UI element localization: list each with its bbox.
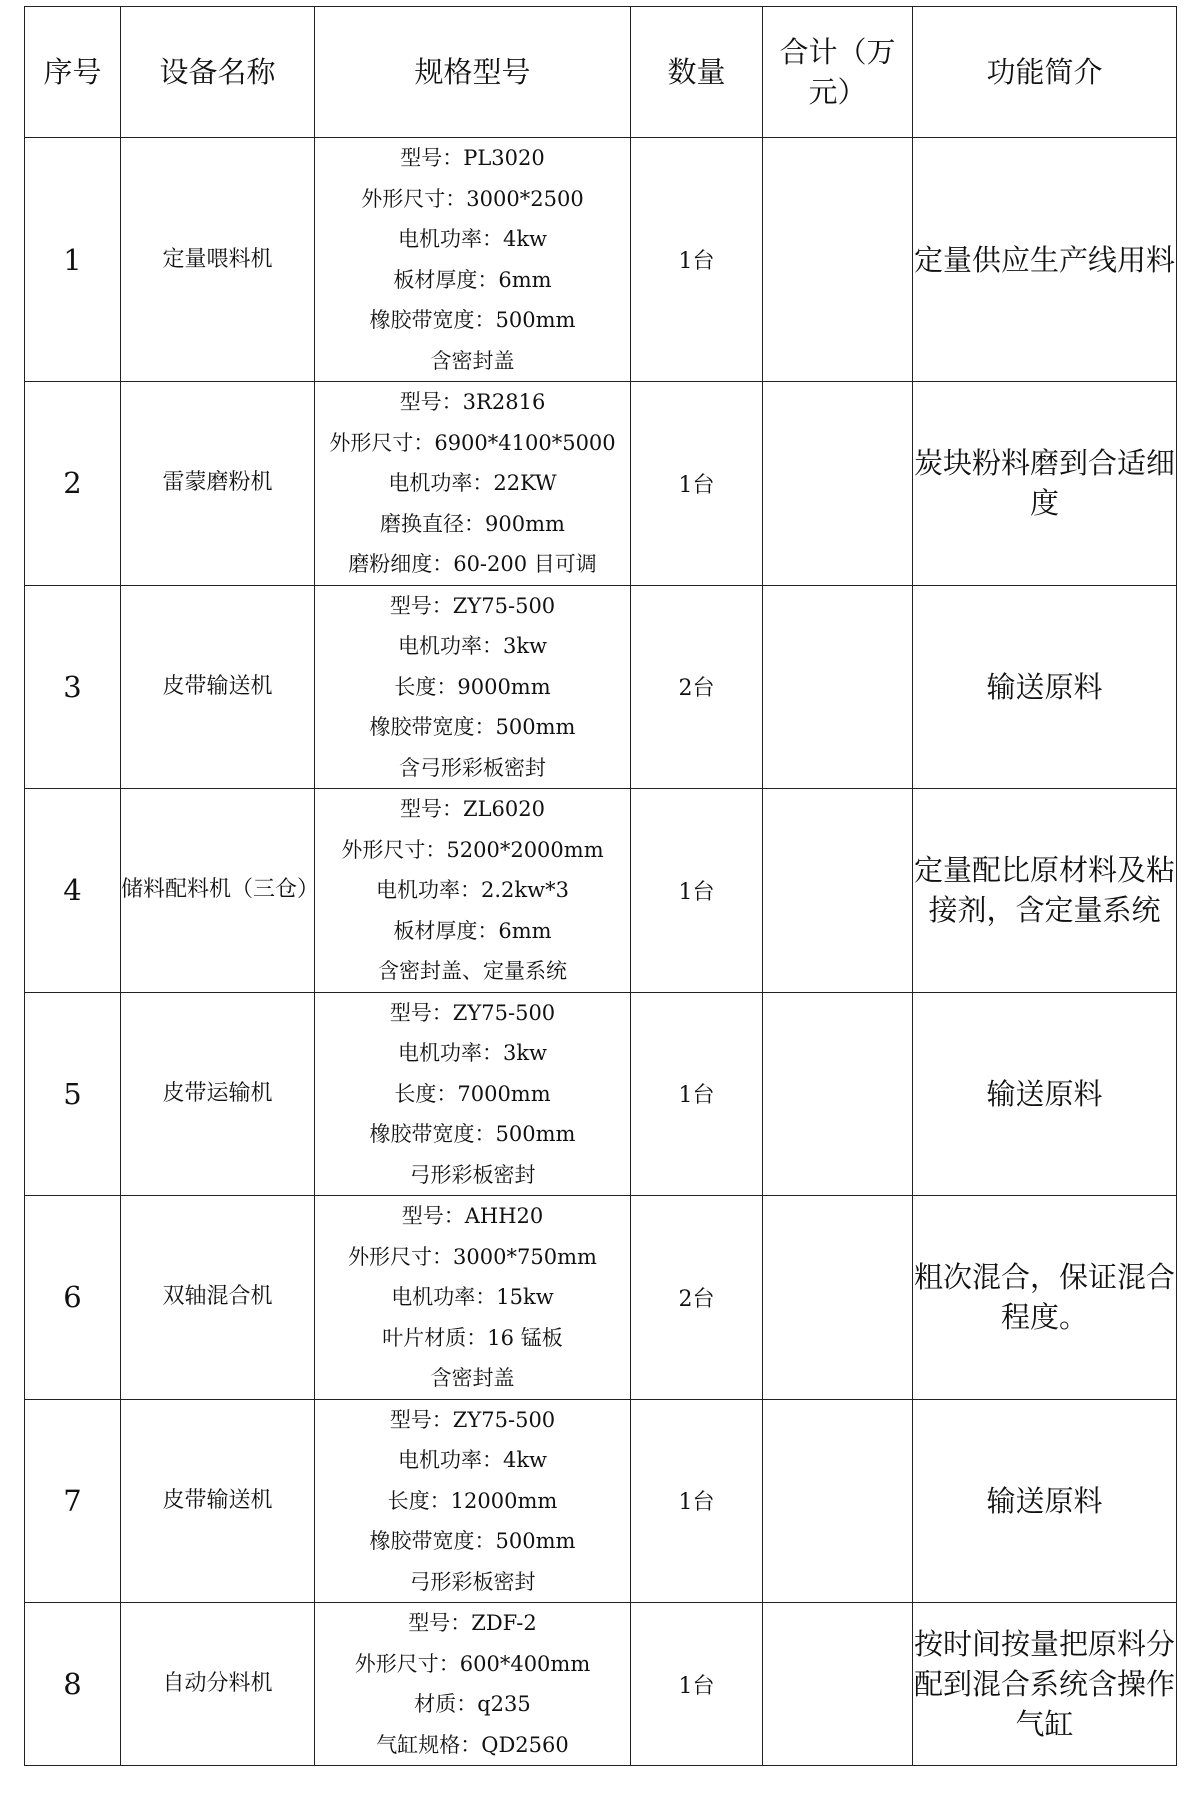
function-description: 粗次混合，保证混合程度。 <box>913 1196 1177 1400</box>
total-cost <box>763 1603 913 1766</box>
row-number: 4 <box>25 789 121 993</box>
table-row <box>25 1399 1177 1603</box>
table-body <box>25 138 1177 1766</box>
equipment-name: 雷蒙磨粉机 <box>121 382 315 586</box>
spec-cell <box>315 789 631 993</box>
function-description: 输送原料 <box>913 992 1177 1196</box>
spec-line: 电机功率：4kw <box>397 1448 548 1472</box>
spec-line: 型号：ZL6020 <box>400 797 545 821</box>
spec-cell <box>315 585 631 789</box>
table-row <box>25 1196 1177 1400</box>
quantity: 2台 <box>631 1196 763 1400</box>
header-func: 功能简介 <box>913 7 1177 138</box>
total-cost <box>763 1196 913 1400</box>
table-row <box>25 1603 1177 1766</box>
spec-line: 电机功率：3kw <box>397 1041 548 1065</box>
spec-line: 弓形彩板密封 <box>409 1162 536 1187</box>
spec-line: 气缸规格：QD2560 <box>376 1732 569 1757</box>
spec-line: 磨换直径：900mm <box>380 511 565 536</box>
total-cost <box>763 992 913 1196</box>
spec-line: 长度：9000mm <box>394 674 551 699</box>
spec-line: 外形尺寸：5200*2000mm <box>341 837 604 862</box>
quantity: 1台 <box>631 789 763 993</box>
spec-line: 外形尺寸：3000*2500 <box>361 186 584 211</box>
spec-line: 型号：AHH20 <box>401 1204 544 1228</box>
total-cost <box>763 585 913 789</box>
quantity: 2台 <box>631 585 763 789</box>
header-total: 合计（万元） <box>763 7 913 138</box>
function-description: 输送原料 <box>913 1399 1177 1603</box>
equipment-table <box>24 6 1177 1766</box>
spec-line: 板材厚度：6mm <box>393 918 552 943</box>
spec-line: 磨粉细度：60-200 目可调 <box>348 552 597 576</box>
row-number: 7 <box>25 1399 121 1603</box>
spec-line: 长度：12000mm <box>387 1488 558 1513</box>
spec-line: 含密封盖 <box>430 348 515 373</box>
table-row <box>25 789 1177 993</box>
spec-line: 电机功率：3kw <box>397 634 548 658</box>
function-description: 输送原料 <box>913 585 1177 789</box>
header-no: 序号 <box>25 7 121 138</box>
spec-line: 电机功率：22KW <box>388 471 557 495</box>
spec-line: 外形尺寸：3000*750mm <box>348 1244 597 1269</box>
total-cost <box>763 382 913 586</box>
spec-line: 长度：7000mm <box>394 1081 551 1106</box>
equipment-name: 储料配料机（三仓） <box>121 789 315 993</box>
spec-line: 型号：ZY75-500 <box>389 1000 556 1025</box>
spec-cell <box>315 1399 631 1603</box>
equipment-name: 皮带运输机 <box>121 992 315 1196</box>
row-number: 2 <box>25 382 121 586</box>
spec-line: 电机功率：15kw <box>391 1285 554 1309</box>
spec-line: 弓形彩板密封 <box>409 1569 536 1594</box>
spec-cell <box>315 1603 631 1766</box>
spec-line: 型号：PL3020 <box>400 146 545 170</box>
spec-line: 橡胶带宽度：500mm <box>369 308 576 332</box>
spec-line: 橡胶带宽度：500mm <box>369 1529 576 1553</box>
spec-cell <box>315 138 631 382</box>
row-number: 1 <box>25 138 121 382</box>
spec-line: 外形尺寸：600*400mm <box>354 1651 591 1676</box>
function-description: 炭块粉料磨到合适细度 <box>913 382 1177 586</box>
spec-line: 叶片材质：16 锰板 <box>382 1325 563 1350</box>
total-cost <box>763 789 913 993</box>
total-cost <box>763 138 913 382</box>
function-description: 按时间按量把原料分配到混合系统含操作气缸 <box>913 1603 1177 1766</box>
header-spec: 规格型号 <box>315 7 631 138</box>
row-number: 5 <box>25 992 121 1196</box>
spec-line: 电机功率：2.2kw*3 <box>376 878 569 902</box>
quantity: 1台 <box>631 992 763 1196</box>
spec-cell <box>315 992 631 1196</box>
quantity: 1台 <box>631 138 763 382</box>
header-name: 设备名称 <box>121 7 315 138</box>
spec-line: 板材厚度：6mm <box>393 267 552 292</box>
spec-line: 橡胶带宽度：500mm <box>369 715 576 739</box>
spec-line: 型号：ZDF-2 <box>408 1611 537 1635</box>
quantity: 1台 <box>631 382 763 586</box>
spec-cell <box>315 382 631 586</box>
spec-line: 含密封盖、定量系统 <box>378 959 567 983</box>
equipment-name: 定量喂料机 <box>121 138 315 382</box>
table-row <box>25 138 1177 382</box>
document-page <box>24 6 1177 1766</box>
spec-line: 型号：ZY75-500 <box>389 1407 556 1432</box>
quantity: 1台 <box>631 1399 763 1603</box>
total-cost <box>763 1399 913 1603</box>
equipment-name: 双轴混合机 <box>121 1196 315 1400</box>
row-number: 6 <box>25 1196 121 1400</box>
row-number: 3 <box>25 585 121 789</box>
spec-line: 外形尺寸：6900*4100*5000 <box>329 430 616 455</box>
function-description: 定量供应生产线用料 <box>913 138 1177 382</box>
table-row <box>25 382 1177 586</box>
table-row <box>25 585 1177 789</box>
equipment-name: 自动分料机 <box>121 1603 315 1766</box>
equipment-name: 皮带输送机 <box>121 1399 315 1603</box>
table-row <box>25 992 1177 1196</box>
header-qty: 数量 <box>631 7 763 138</box>
spec-line: 材质：q235 <box>414 1692 531 1716</box>
function-description: 定量配比原材料及粘接剂，含定量系统 <box>913 789 1177 993</box>
equipment-name: 皮带输送机 <box>121 585 315 789</box>
spec-line: 型号：3R2816 <box>399 390 546 414</box>
spec-line: 橡胶带宽度：500mm <box>369 1122 576 1146</box>
spec-line: 电机功率：4kw <box>397 227 548 251</box>
header-row <box>25 7 1177 138</box>
spec-line: 含弓形彩板密封 <box>399 755 546 780</box>
quantity: 1台 <box>631 1603 763 1766</box>
row-number: 8 <box>25 1603 121 1766</box>
spec-line: 型号：ZY75-500 <box>389 593 556 618</box>
spec-line: 含密封盖 <box>430 1366 515 1390</box>
spec-cell <box>315 1196 631 1400</box>
